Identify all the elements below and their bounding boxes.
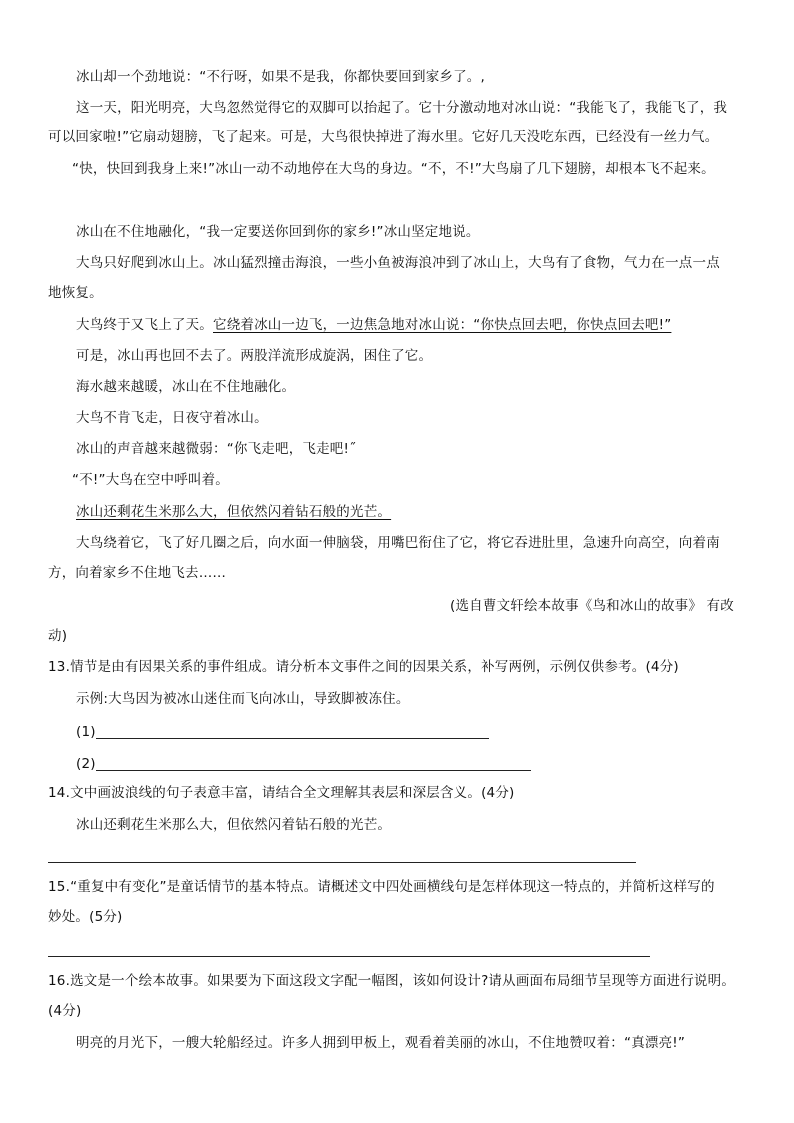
question-16: 16.选文是一个绘本故事。如果要为下面这段文字配一幅图，该如何设计?请从画面布局细节呈现等方面进行说明。 [48, 973, 736, 989]
source-citation-cont: 动) [48, 628, 68, 644]
story-paragraph-cont: 可以回家啦!”它扇动翅膀，飞了起来。可是，大鸟很快掉进了海水里。它好几天没吃东西，已经没有一丝力气。 [48, 129, 719, 145]
question-14-sentence: 冰山还剩花生米那么大，但依然闪着钻石般的光芒。 [76, 817, 392, 833]
story-paragraph: 冰山在不住地融化，“我一定要送你回到你的家乡!”冰山坚定地说。 [76, 224, 480, 240]
story-paragraph: 大鸟绕着它，飞了好几圈之后，向水面一伸脑袋，用嘴巴衔住了它，将它吞进肚里，急速升向高空，向着南 [76, 535, 720, 551]
underlined-sentence: 它绕着冰山一边飞，一边焦急地对冰山说：“你快点回去吧，你快点回去吧!” [213, 317, 672, 333]
question-13-example: 示例:大鸟因为被冰山迷住而飞向冰山，导致脚被冻住。 [76, 691, 410, 707]
story-paragraph-cont: 地恢复。 [48, 285, 103, 301]
story-paragraph: 海水越来越暖，冰山在不住地融化。 [76, 379, 296, 395]
question-15-cont: 妙处。(5分) [48, 909, 123, 925]
answer-line-15[interactable] [48, 956, 650, 957]
story-paragraph: “不!”大鸟在空中呼叫着。 [72, 472, 229, 488]
story-paragraph: 冰山的声音越来越微弱：“你飞走吧，飞走吧!˝ [76, 441, 357, 457]
answer-blank-2[interactable] [96, 770, 531, 771]
story-paragraph: 大鸟只好爬到冰山上。冰山猛烈撞击海浪，一些小鱼被海浪冲到了冰山上，大鸟有了食物，气力在一点一点 [76, 255, 720, 271]
underlined-sentence: 冰山还剩花生米那么大，但依然闪着钻石般的光芒。 [76, 504, 392, 520]
answer-label-2: (2) [76, 756, 96, 772]
story-paragraph: “快，快回到我身上来!”冰山一动不动地停在大鸟的身边。“不，不!”大鸟扇了几下翅膀，却根本飞不起来。 [72, 161, 715, 177]
story-paragraph: 可是，冰山再也回不去了。两股洋流形成旋涡，困住了它。 [76, 348, 433, 364]
question-16-cont: (4分) [48, 1003, 82, 1019]
answer-blank-1[interactable] [96, 738, 489, 739]
story-paragraph: 这一天，阳光明亮，大鸟忽然觉得它的双脚可以抬起了。它十分激动地对冰山说：“我能飞了，我能飞了，我 [76, 100, 728, 116]
story-paragraph [76, 503, 391, 521]
question-15: 15.“重复中有变化”是童话情节的基本特点。请概述文中四处画横线句是怎样体现这一特点的，并简析这样写的 [48, 879, 715, 895]
question-13: 13.情节是由有因果关系的事件组成。请分析本文事件之间的因果关系，补写两例，示例仅供参考。(4分) [48, 659, 679, 675]
story-paragraph: 冰山却一个劲地说：“不行呀，如果不是我，你都快要回到家乡了。, [76, 69, 485, 85]
story-paragraph: 大鸟不肯飞走，日夜守着冰山。 [76, 410, 268, 426]
story-plain-text: 大鸟终于又飞上了天。 [76, 317, 213, 333]
answer-line-14[interactable] [48, 862, 636, 863]
answer-label-1: (1) [76, 724, 96, 740]
story-paragraph [76, 316, 671, 334]
source-citation: (选自曹文轩绘本故事《鸟和冰山的故事》 有改 [450, 598, 734, 614]
question-14: 14.文中画波浪线的句子表意丰富，请结合全文理解其表层和深层含义。(4分) [48, 785, 515, 801]
question-16-text: 明亮的月光下，一艘大轮船经过。许多人拥到甲板上，观看着美丽的冰山，不住地赞叹着：“真漂亮!” [76, 1035, 686, 1051]
story-paragraph-cont: 方，向着家乡不住地飞去…… [48, 565, 227, 581]
